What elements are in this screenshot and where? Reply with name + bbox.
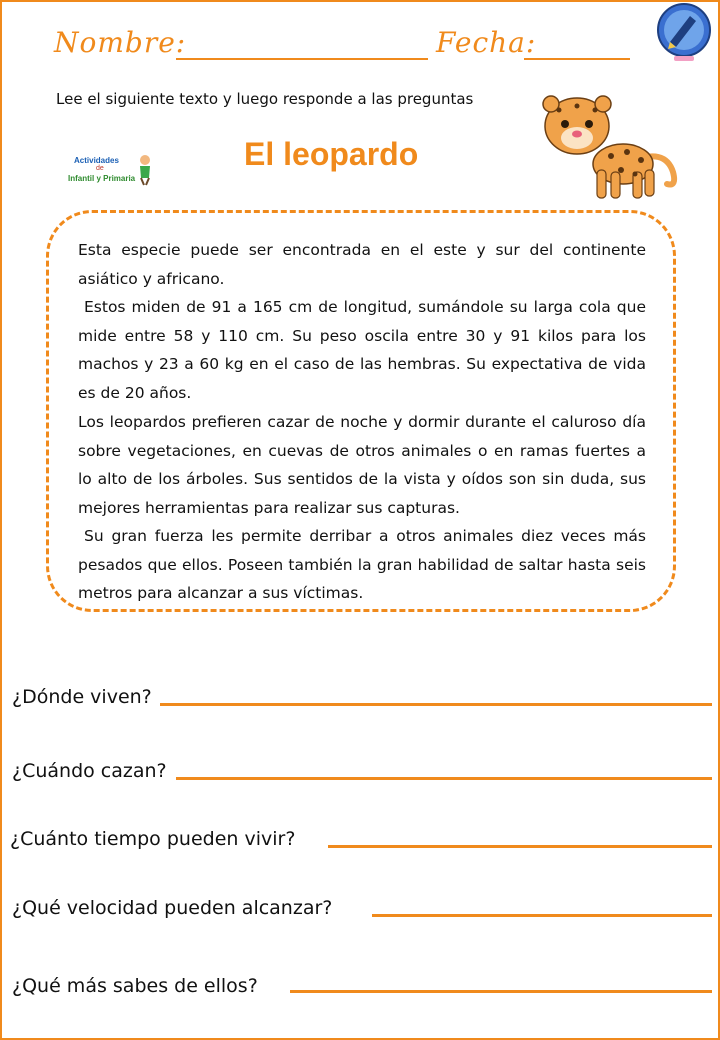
answer-line-4[interactable] <box>372 914 712 917</box>
answer-line-3[interactable] <box>328 845 712 848</box>
date-field-line[interactable] <box>524 58 630 60</box>
question-1: ¿Dónde viven? <box>12 686 152 708</box>
answer-line-5[interactable] <box>290 990 712 993</box>
name-label: Nombre: <box>54 26 187 59</box>
pencil-circle-badge-icon <box>656 2 712 62</box>
activities-logo <box>62 150 152 190</box>
child-figure-icon <box>138 154 152 186</box>
question-5: ¿Qué más sabes de ellos? <box>12 975 258 997</box>
logo-line-1: Actividades <box>74 156 119 165</box>
logo-line-3: Infantil y Primaria <box>68 174 136 183</box>
answer-line-1[interactable] <box>160 703 712 706</box>
question-3: ¿Cuánto tiempo pueden vivir? <box>10 828 296 850</box>
passage-paragraph-3: Los leopardos prefieren cazar de noche y dormir durante el caluroso día sobre vegetaciones, en cuevas de otros animales o en ramas fuertes a lo alto de los árboles. Sus sentidos de la vista y oídos son sin duda, sus mejores herramientas para realizar sus capturas. <box>78 413 646 517</box>
question-4: ¿Qué velocidad pueden alcanzar? <box>12 897 333 919</box>
instructions-text: Lee el siguiente texto y luego responde a las preguntas <box>56 90 474 108</box>
passage-paragraph-4: Su gran fuerza les permite derribar a otros animales diez veces más pesados que ellos. Poseen también la gran habilidad de saltar hasta seis metros para alcanzar a sus víctimas. <box>78 527 646 603</box>
question-2: ¿Cuándo cazan? <box>12 760 167 782</box>
date-label: Fecha: <box>436 26 537 59</box>
answer-line-2[interactable] <box>176 777 712 780</box>
name-field-line[interactable] <box>176 58 428 60</box>
passage-paragraph-1: Esta especie puede ser encontrada en el este y sur del continente asiático y africano. <box>78 241 646 288</box>
passage-paragraph-2: Estos miden de 91 a 165 cm de longitud, sumándole su larga cola que mide entre 58 y 110 cm. Su peso oscila entre 30 y 91 kilos para los machos y 23 a 60 kg en el caso de las hembras. Su expectativa de vida es de 20 años. <box>78 298 646 402</box>
leopard-illustration-icon <box>535 92 685 202</box>
page-title: El leopardo <box>244 136 419 172</box>
logo-line-2: de <box>96 165 104 172</box>
